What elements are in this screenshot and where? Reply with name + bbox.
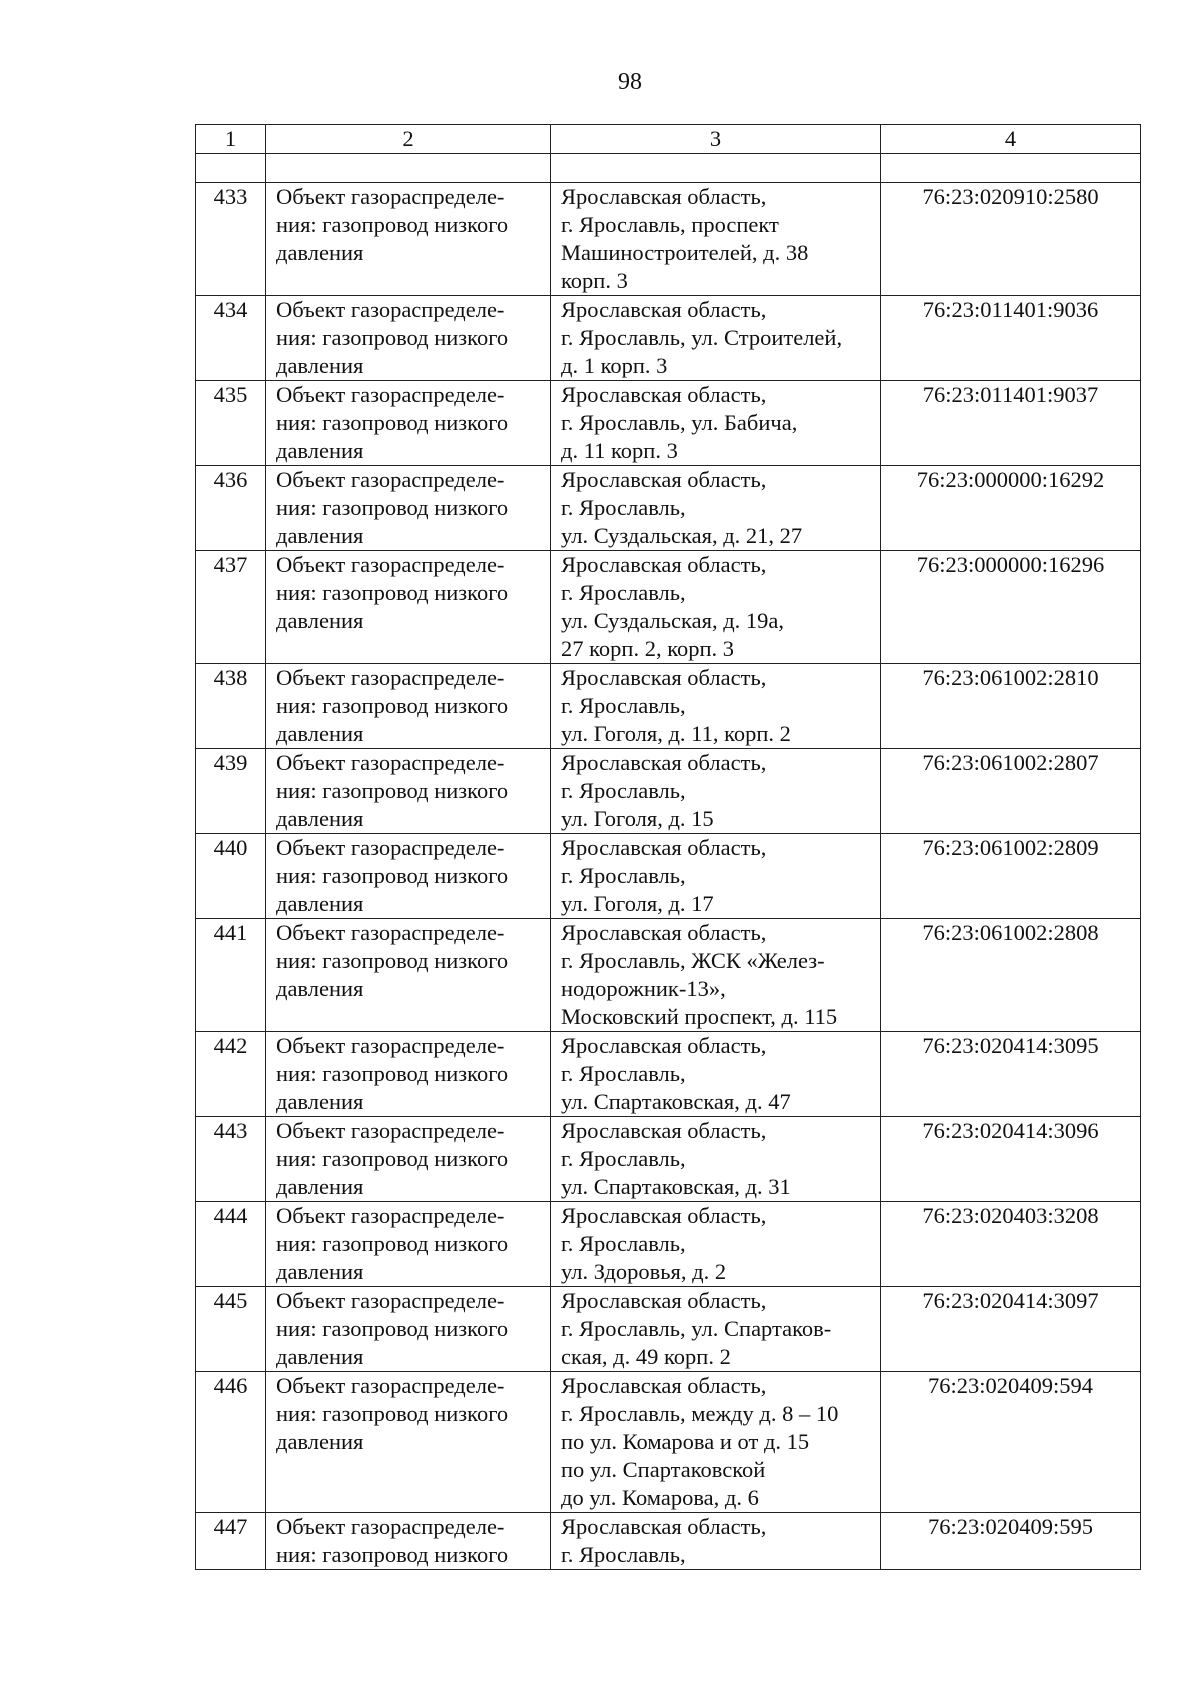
page-number: 98 bbox=[618, 69, 642, 95]
table-row bbox=[196, 1032, 1141, 1117]
address-line: г. Ярославль, ул. Спартаков- bbox=[561, 1316, 832, 1341]
table-row bbox=[196, 1202, 1141, 1287]
object-line: Объект газораспределе- bbox=[276, 552, 505, 577]
address bbox=[551, 749, 881, 834]
cadastral-number: 76:23:020910:2580 bbox=[881, 183, 1141, 296]
object-line: давления bbox=[276, 891, 364, 916]
object-line: Объект газораспределе- bbox=[276, 665, 505, 690]
object-line: давления bbox=[276, 240, 364, 265]
object-name bbox=[266, 466, 551, 551]
row-number: 437 bbox=[196, 551, 266, 664]
address bbox=[551, 381, 881, 466]
address-line: г. Ярославль, проспект bbox=[561, 212, 779, 237]
column-header-3: 3 bbox=[551, 125, 881, 154]
address-line: Ярославская область, bbox=[561, 467, 767, 492]
table-row bbox=[196, 183, 1141, 296]
cadastral-number: 76:23:000000:16296 bbox=[881, 551, 1141, 664]
object-line: ния: газопровод низкого bbox=[276, 1401, 509, 1426]
object-line: Объект газораспределе- bbox=[276, 1203, 505, 1228]
address-line: Ярославская область, bbox=[561, 552, 767, 577]
address-line: г. Ярославль, bbox=[561, 495, 686, 520]
object-line: Объект газораспределе- bbox=[276, 467, 505, 492]
empty-cell bbox=[551, 154, 881, 183]
object-line: давления bbox=[276, 353, 364, 378]
address-line: ул. Гоголя, д. 15 bbox=[561, 806, 714, 831]
row-number: 441 bbox=[196, 919, 266, 1032]
table-row bbox=[196, 381, 1141, 466]
object-line: давления bbox=[276, 1174, 364, 1199]
object-name bbox=[266, 1372, 551, 1513]
address bbox=[551, 1287, 881, 1372]
table-row bbox=[196, 664, 1141, 749]
address-line: г. Ярославль, ЖСК «Желез- bbox=[561, 948, 825, 973]
address-line: г. Ярославль, bbox=[561, 693, 686, 718]
address-line: Ярославская область, bbox=[561, 750, 767, 775]
object-line: Объект газораспределе- bbox=[276, 920, 505, 945]
address-line: по ул. Спартаковской bbox=[561, 1457, 766, 1482]
address bbox=[551, 551, 881, 664]
cadastral-number: 76:23:020414:3096 bbox=[881, 1117, 1141, 1202]
table-row bbox=[196, 296, 1141, 381]
address bbox=[551, 834, 881, 919]
address-line: г. Ярославль, bbox=[561, 1061, 686, 1086]
table-row bbox=[196, 551, 1141, 664]
cadastral-number: 76:23:011401:9036 bbox=[881, 296, 1141, 381]
address-line: Ярославская область, bbox=[561, 382, 767, 407]
cadastral-number: 76:23:061002:2810 bbox=[881, 664, 1141, 749]
object-line: давления bbox=[276, 1344, 364, 1369]
table-row bbox=[196, 1513, 1141, 1570]
address-line: д. 1 корп. 3 bbox=[561, 353, 668, 378]
address-line: корп. 3 bbox=[561, 268, 628, 293]
address bbox=[551, 1032, 881, 1117]
cadastral-number: 76:23:020403:3208 bbox=[881, 1202, 1141, 1287]
address-line: 27 корп. 2, корп. 3 bbox=[561, 636, 735, 661]
address bbox=[551, 296, 881, 381]
object-line: Объект газораспределе- bbox=[276, 297, 505, 322]
object-line: Объект газораспределе- bbox=[276, 750, 505, 775]
address-line: Ярославская область, bbox=[561, 297, 767, 322]
address-line: д. 11 корп. 3 bbox=[561, 438, 678, 463]
table-row bbox=[196, 834, 1141, 919]
address-line: Московский проспект, д. 115 bbox=[561, 1004, 838, 1029]
object-line: Объект газораспределе- bbox=[276, 1118, 505, 1143]
empty-row bbox=[196, 154, 1141, 183]
address-line: Ярославская область, bbox=[561, 1118, 767, 1143]
object-line: давления bbox=[276, 523, 364, 548]
object-line: давления bbox=[276, 608, 364, 633]
object-name bbox=[266, 183, 551, 296]
address-line: Машиностроителей, д. 38 bbox=[561, 240, 809, 265]
address-line: Ярославская область, bbox=[561, 184, 767, 209]
address-line: Ярославская область, bbox=[561, 1203, 767, 1228]
empty-cell bbox=[266, 154, 551, 183]
address-line: г. Ярославль, bbox=[561, 1542, 686, 1567]
cadastral-number: 76:23:000000:16292 bbox=[881, 466, 1141, 551]
address-line: ул. Спартаковская, д. 47 bbox=[561, 1089, 791, 1114]
object-name bbox=[266, 1117, 551, 1202]
object-line: ния: газопровод низкого bbox=[276, 212, 509, 237]
address bbox=[551, 183, 881, 296]
empty-cell bbox=[196, 154, 266, 183]
object-name bbox=[266, 919, 551, 1032]
object-name bbox=[266, 1032, 551, 1117]
address-line: ул. Гоголя, д. 17 bbox=[561, 891, 714, 916]
table-row bbox=[196, 1372, 1141, 1513]
object-line: Объект газораспределе- bbox=[276, 382, 505, 407]
cadastral-number: 76:23:061002:2808 bbox=[881, 919, 1141, 1032]
address bbox=[551, 1513, 881, 1570]
address-line: г. Ярославль, bbox=[561, 863, 686, 888]
address-line: Ярославская область, bbox=[561, 1288, 767, 1313]
row-number: 434 bbox=[196, 296, 266, 381]
object-line: давления bbox=[276, 438, 364, 463]
object-line: ния: газопровод низкого bbox=[276, 1231, 509, 1256]
object-line: давления bbox=[276, 1259, 364, 1284]
object-line: Объект газораспределе- bbox=[276, 835, 505, 860]
address-line: Ярославская область, bbox=[561, 920, 767, 945]
row-number: 446 bbox=[196, 1372, 266, 1513]
address-line: г. Ярославль, между д. 8 – 10 bbox=[561, 1401, 839, 1426]
address-line: Ярославская область, bbox=[561, 665, 767, 690]
column-header-1: 1 bbox=[196, 125, 266, 154]
address bbox=[551, 466, 881, 551]
object-name bbox=[266, 664, 551, 749]
address-line: г. Ярославль, bbox=[561, 778, 686, 803]
table-row bbox=[196, 749, 1141, 834]
object-name bbox=[266, 551, 551, 664]
row-number: 447 bbox=[196, 1513, 266, 1570]
object-line: давления bbox=[276, 806, 364, 831]
table-header-row bbox=[196, 125, 1141, 154]
table-row bbox=[196, 1117, 1141, 1202]
address bbox=[551, 1117, 881, 1202]
cadastral-number: 76:23:020409:595 bbox=[881, 1513, 1141, 1570]
row-number: 436 bbox=[196, 466, 266, 551]
gas-objects-table bbox=[195, 124, 1141, 1570]
address-line: нодорожник-13», bbox=[561, 976, 726, 1001]
cadastral-number: 76:23:020409:594 bbox=[881, 1372, 1141, 1513]
address-line: г. Ярославль, bbox=[561, 1146, 686, 1171]
address bbox=[551, 919, 881, 1032]
row-number: 438 bbox=[196, 664, 266, 749]
row-number: 442 bbox=[196, 1032, 266, 1117]
object-line: Объект газораспределе- bbox=[276, 1514, 505, 1539]
object-line: давления bbox=[276, 976, 364, 1001]
address-line: Ярославская область, bbox=[561, 1514, 767, 1539]
cadastral-number: 76:23:061002:2809 bbox=[881, 834, 1141, 919]
address-line: ул. Гоголя, д. 11, корп. 2 bbox=[561, 721, 791, 746]
cadastral-number: 76:23:020414:3097 bbox=[881, 1287, 1141, 1372]
object-line: давления bbox=[276, 721, 364, 746]
row-number: 439 bbox=[196, 749, 266, 834]
address-line: Ярославская область, bbox=[561, 835, 767, 860]
address-line: г. Ярославль, bbox=[561, 1231, 686, 1256]
object-line: ния: газопровод низкого bbox=[276, 410, 509, 435]
table-row bbox=[196, 466, 1141, 551]
object-line: ния: газопровод низкого bbox=[276, 495, 509, 520]
cadastral-number: 76:23:061002:2807 bbox=[881, 749, 1141, 834]
object-line: ния: газопровод низкого bbox=[276, 693, 509, 718]
address-line: г. Ярославль, bbox=[561, 580, 686, 605]
object-line: ния: газопровод низкого bbox=[276, 778, 509, 803]
row-number: 433 bbox=[196, 183, 266, 296]
object-name bbox=[266, 1513, 551, 1570]
row-number: 435 bbox=[196, 381, 266, 466]
address-line: до ул. Комарова, д. 6 bbox=[561, 1485, 759, 1510]
object-line: Объект газораспределе- bbox=[276, 1373, 505, 1398]
address-line: ул. Суздальская, д. 21, 27 bbox=[561, 523, 803, 548]
object-line: ния: газопровод низкого bbox=[276, 948, 509, 973]
object-name bbox=[266, 834, 551, 919]
object-line: ния: газопровод низкого bbox=[276, 1061, 509, 1086]
object-line: ния: газопровод низкого bbox=[276, 1146, 509, 1171]
empty-cell bbox=[881, 154, 1141, 183]
object-line: ния: газопровод низкого bbox=[276, 325, 509, 350]
object-line: Объект газораспределе- bbox=[276, 184, 505, 209]
row-number: 444 bbox=[196, 1202, 266, 1287]
row-number: 443 bbox=[196, 1117, 266, 1202]
table-row bbox=[196, 919, 1141, 1032]
address-line: ул. Суздальская, д. 19а, bbox=[561, 608, 785, 633]
address bbox=[551, 1372, 881, 1513]
table-body bbox=[196, 154, 1141, 1570]
object-name bbox=[266, 749, 551, 834]
object-line: давления bbox=[276, 1089, 364, 1114]
table-row bbox=[196, 1287, 1141, 1372]
address-line: Ярославская область, bbox=[561, 1373, 767, 1398]
address-line: ул. Спартаковская, д. 31 bbox=[561, 1174, 791, 1199]
column-header-2: 2 bbox=[266, 125, 551, 154]
object-line: давления bbox=[276, 1429, 364, 1454]
row-number: 445 bbox=[196, 1287, 266, 1372]
object-line: ния: газопровод низкого bbox=[276, 580, 509, 605]
address-line: Ярославская область, bbox=[561, 1033, 767, 1058]
address-line: г. Ярославль, ул. Строителей, bbox=[561, 325, 843, 350]
row-number: 440 bbox=[196, 834, 266, 919]
object-name bbox=[266, 1287, 551, 1372]
address bbox=[551, 1202, 881, 1287]
cadastral-number: 76:23:011401:9037 bbox=[881, 381, 1141, 466]
column-header-4: 4 bbox=[881, 125, 1141, 154]
object-line: Объект газораспределе- bbox=[276, 1033, 505, 1058]
object-name bbox=[266, 296, 551, 381]
object-line: ния: газопровод низкого bbox=[276, 1316, 509, 1341]
address-line: г. Ярославль, ул. Бабича, bbox=[561, 410, 798, 435]
address-line: по ул. Комарова и от д. 15 bbox=[561, 1429, 810, 1454]
address-line: ская, д. 49 корп. 2 bbox=[561, 1344, 731, 1369]
object-name bbox=[266, 1202, 551, 1287]
object-line: ния: газопровод низкого bbox=[276, 863, 509, 888]
address-line: ул. Здоровья, д. 2 bbox=[561, 1259, 727, 1284]
address bbox=[551, 664, 881, 749]
object-line: Объект газораспределе- bbox=[276, 1288, 505, 1313]
object-line: ния: газопровод низкого bbox=[276, 1542, 509, 1567]
object-name bbox=[266, 381, 551, 466]
cadastral-number: 76:23:020414:3095 bbox=[881, 1032, 1141, 1117]
